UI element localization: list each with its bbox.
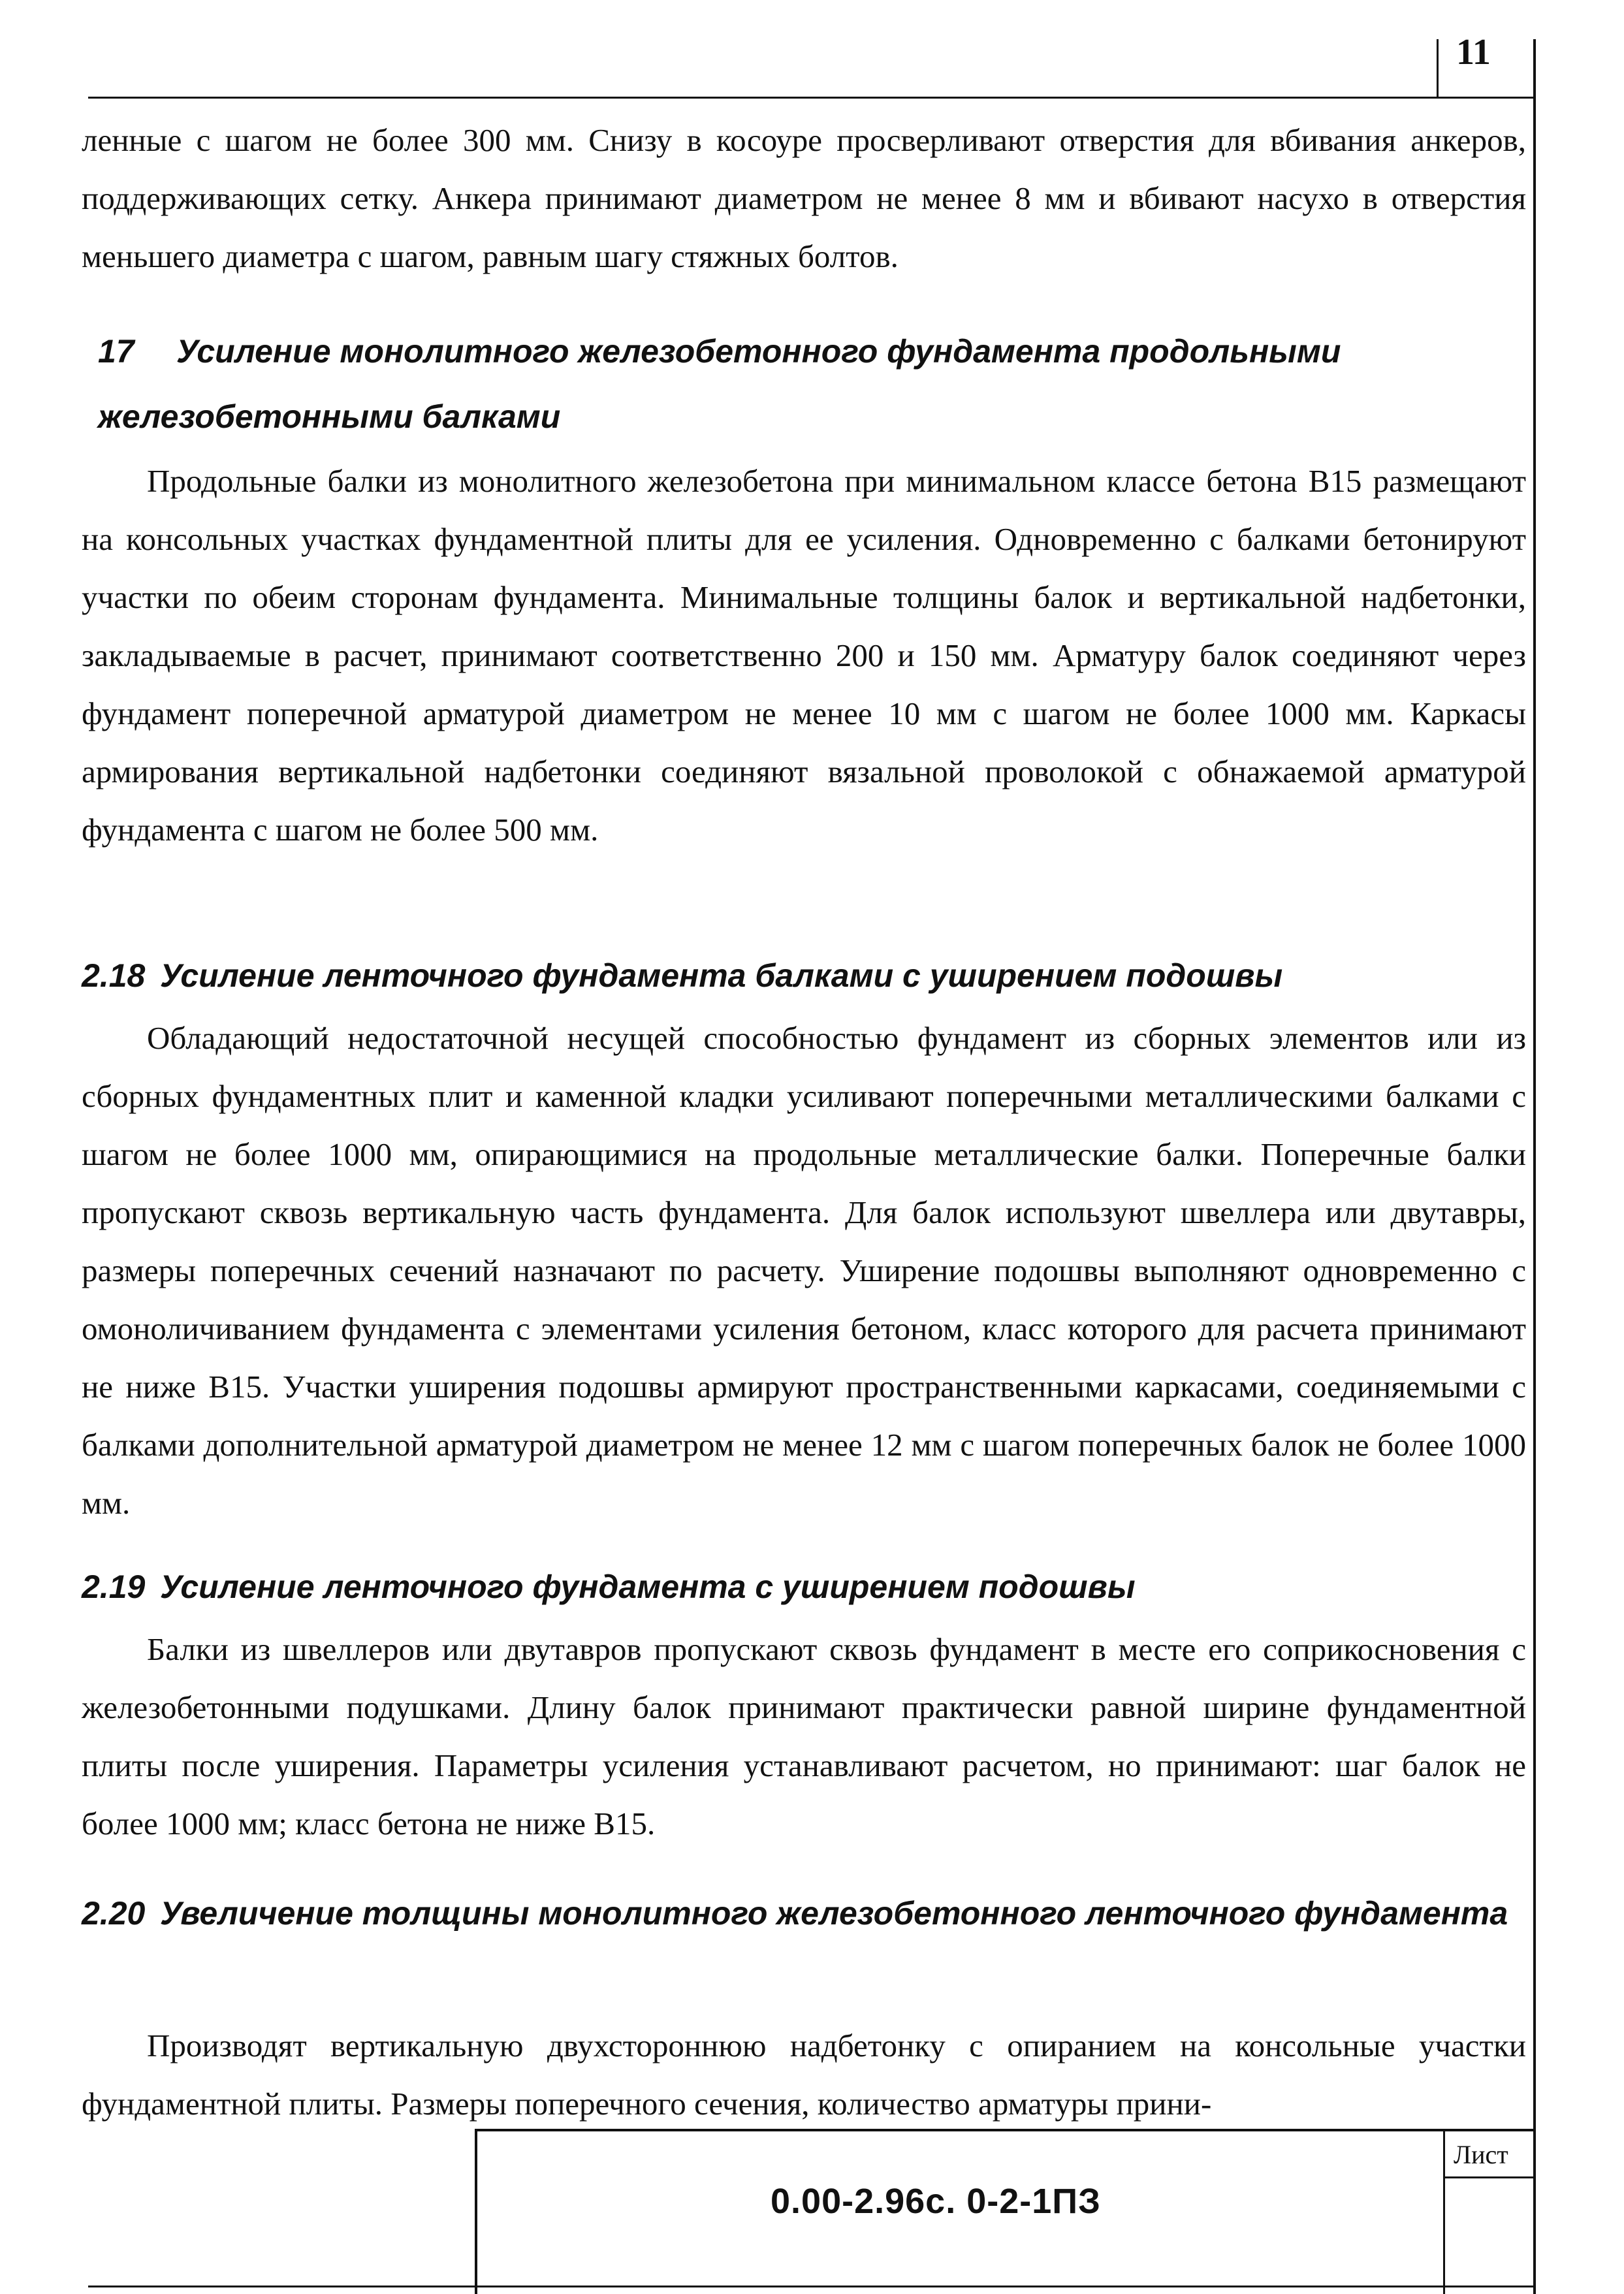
section-number: 2.20 xyxy=(82,1895,146,1932)
title-block-left-line xyxy=(475,2129,477,2294)
sheet-cell-divider xyxy=(1443,2176,1536,2178)
section-paragraph-17: Продольные балки из монолитного железобетона при минимальном классе бетона В15 размещают на консольных участках фундаментной плиты для ее усиления. Одновременно с балками бетонируют участки по обеим сторонам фундамента. Минимальные толщины балок и вертикальной надбетонки, закладываемые в расчет, принимают соответственно 200 и 150 мм. Арматуру балок соединяют через фундамент поперечной арматурой диаметром не менее 10 мм с шагом не более 1000 мм. Каркасы армирования вертикальной надбетонки соединяют вязальной проволокой с обнажаемой арматурой фундамента с шагом не более 500 мм. xyxy=(82,463,1526,848)
sheet-cell-left-line xyxy=(1443,2129,1445,2294)
document-code: 0.00-2.96с. 0-2-1ПЗ xyxy=(771,2182,1101,2221)
section-paragraph-2-19: Балки из швеллеров или двутавров пропускают сквозь фундамент в месте его соприкосновения с железобетонными подушками. Длину балок принимают практически равной ширине фундаментной плиты после уширения. Параметры усиления устанавливают расчетом, но принимают: шаг балок не более 1000 мм; класс бетона не ниже В15. xyxy=(82,1631,1526,1841)
section-number: 2.19 xyxy=(82,1569,146,1605)
section-title: Усиление монолитного железобетонного фундамента продольными железобетонными балками xyxy=(98,333,1341,435)
section-paragraph-2-18: Обладающий недостаточной несущей способностью фундамент из сборных элементов или из сборных фундаментных плит и каменной кладки усиливают поперечными металлическими балками с шагом не более 1000 мм, опирающимися на продольные металлические балки. Поперечные балки пропускают сквозь вертикальную часть фундамента. Для балок используют швеллера или двутавры, размеры поперечных сечений назначают по расчету. Уширение подошвы выполняют одновременно с омоноличиванием фундамента с элементами усиления бетоном, класс которого для расчета принимают не ниже В15. Участки уширения подошвы армируют пространственными каркасами, соединяемыми с балками дополнительной арматурой диаметром не менее 12 мм с шагом поперечных балок не более 1000 мм. xyxy=(82,1020,1526,1521)
section-number: 17 xyxy=(98,333,135,370)
right-frame-line xyxy=(1533,39,1536,2294)
top-rule xyxy=(88,97,1535,99)
section-heading-2-19 xyxy=(82,1554,1526,1619)
page-number: 11 xyxy=(1456,32,1491,72)
bottom-rule xyxy=(88,2286,1536,2287)
page-number-box-left xyxy=(1437,39,1439,98)
section-heading-17 xyxy=(98,319,1526,449)
section-title: Усиление ленточного фундамента балками с уширением подошвы xyxy=(160,957,1283,994)
section-title: Увеличение толщины монолитного железобетонного ленточного фундамента xyxy=(160,1895,1508,1932)
section-paragraph-2-20: Производят вертикальную двухстороннюю надбетонку с опиранием на консольные участки фундаментной плиты. Размеры поперечного сечения, количество арматуры прини- xyxy=(82,2028,1526,2122)
section-heading-2-20 xyxy=(82,1881,1526,1946)
sheet-label: Лист xyxy=(1454,2140,1508,2169)
title-block-top-line xyxy=(475,2129,1536,2131)
section-title: Усиление ленточного фундамента с уширением подошвы xyxy=(160,1569,1136,1605)
section-heading-2-18 xyxy=(82,943,1526,1008)
continuation-paragraph: ленные с шагом не более 300 мм. Снизу в косоуре просверливают отверстия для вбивания анкеров, поддерживающих сетку. Анкера принимают диаметром не менее 8 мм и вбивают насухо в отверстия меньшего диаметра с шагом, равным шагу стяжных болтов. xyxy=(82,122,1526,274)
section-number: 2.18 xyxy=(82,957,146,994)
